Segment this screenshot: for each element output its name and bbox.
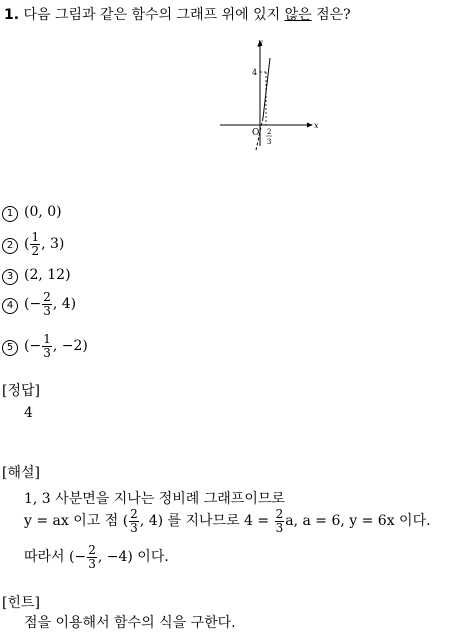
fraction-den: 2 bbox=[31, 243, 40, 258]
choice-3[interactable] bbox=[2, 267, 71, 285]
explanation-line-1: 1, 3 사분면을 지나는 정비례 그래프이므로 bbox=[24, 491, 285, 507]
fraction-den: 3 bbox=[130, 520, 138, 535]
fraction bbox=[129, 508, 139, 534]
explanation-text: , 4) 를 지나므로 4 = bbox=[139, 513, 274, 530]
choice-text: (2, 12) bbox=[24, 267, 71, 283]
answer-value: 4 bbox=[24, 405, 33, 421]
origin-label: O bbox=[252, 128, 260, 138]
choice-text-post: , 3) bbox=[41, 236, 65, 253]
fraction bbox=[87, 544, 97, 570]
fraction-den: 3 bbox=[43, 303, 51, 318]
explanation-title: [해설] bbox=[2, 465, 40, 481]
fraction-num: 2 bbox=[275, 507, 284, 521]
fraction-den: 3 bbox=[43, 345, 51, 360]
y-axis-label: y bbox=[258, 38, 263, 47]
choice-1[interactable] bbox=[2, 204, 62, 222]
fraction-den: 3 bbox=[275, 520, 284, 535]
choice-text-post: , −2) bbox=[52, 338, 88, 355]
fraction bbox=[42, 291, 52, 317]
x-tick-den: 3 bbox=[267, 138, 272, 146]
choice-text-pre: (− bbox=[24, 338, 42, 355]
choice-marker: 1 bbox=[2, 206, 18, 222]
explanation-text: a, a = 6, y = 6x 이다. bbox=[285, 513, 431, 530]
choice-5[interactable] bbox=[2, 333, 88, 359]
x-axis-arrow bbox=[307, 123, 313, 128]
y-tick-label: 4 bbox=[252, 68, 258, 77]
fraction-num: 2 bbox=[88, 543, 96, 557]
fraction-num: 1 bbox=[43, 332, 51, 346]
fraction-num: 2 bbox=[130, 507, 138, 521]
explanation-line-3 bbox=[24, 544, 169, 570]
fraction bbox=[42, 333, 52, 359]
question-underlined: 않은 bbox=[284, 7, 312, 23]
explanation-line-2 bbox=[24, 508, 431, 534]
graph-figure bbox=[216, 34, 320, 154]
choice-2[interactable] bbox=[2, 231, 64, 257]
answer-title: [정답] bbox=[2, 383, 40, 399]
explanation-text: 따라서 (− bbox=[24, 549, 87, 566]
choice-4[interactable] bbox=[2, 291, 76, 317]
question bbox=[4, 4, 351, 24]
choice-marker: 4 bbox=[2, 298, 18, 314]
fraction bbox=[30, 231, 40, 257]
graph-line-solid bbox=[263, 58, 270, 118]
fraction bbox=[275, 508, 285, 534]
fraction-den: 3 bbox=[88, 556, 96, 571]
fraction-num: 1 bbox=[31, 230, 40, 244]
x-tick-num: 2 bbox=[267, 128, 272, 136]
choice-text-pre: ( bbox=[24, 236, 30, 253]
choice-marker: 3 bbox=[2, 269, 18, 285]
question-text-end: 점은? bbox=[311, 7, 351, 23]
choice-marker: 2 bbox=[2, 238, 18, 254]
x-axis-label: x bbox=[314, 121, 319, 130]
choice-text-post: , 4) bbox=[52, 296, 77, 313]
question-number: 1. bbox=[4, 7, 20, 23]
question-text: 다음 그림과 같은 함수의 그래프 위에 있지 bbox=[23, 7, 285, 23]
hint-title: [힌트] bbox=[2, 595, 40, 611]
hint-text: 점을 이용해서 함수의 식을 구한다. bbox=[24, 615, 236, 631]
choice-marker: 5 bbox=[2, 340, 18, 356]
choice-text-pre: (− bbox=[24, 296, 42, 313]
choice-text: (0, 0) bbox=[24, 204, 62, 220]
fraction-num: 2 bbox=[43, 290, 51, 304]
explanation-text: y = ax 이고 점 ( bbox=[24, 513, 129, 530]
explanation-text: , −4) 이다. bbox=[97, 549, 169, 566]
